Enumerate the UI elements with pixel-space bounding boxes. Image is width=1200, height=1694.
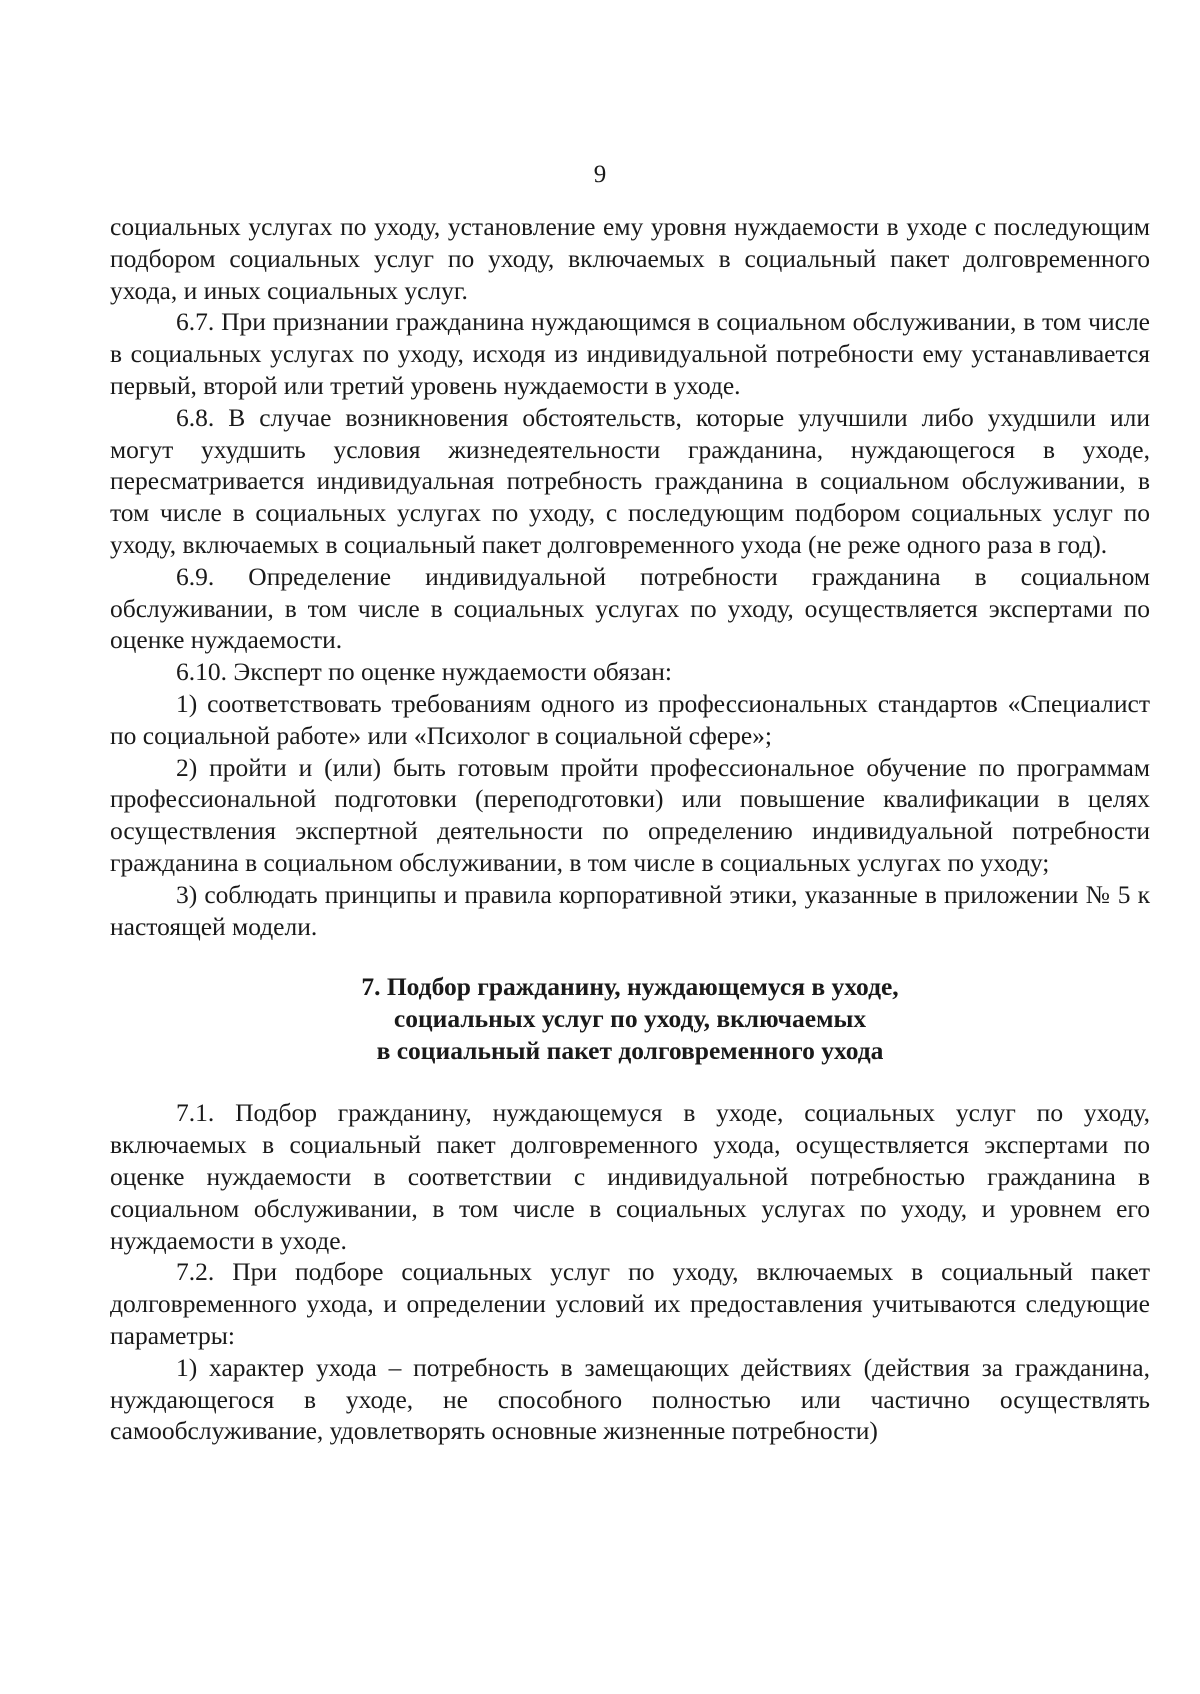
paragraph-6-9: 6.9. Определение индивидуальной потребности гражданина в социальном обслуживании, в том числе в социальных услугах по уходу, осуществляется экспертами по оценке нуждаемости.	[110, 561, 1150, 655]
document-body	[110, 211, 1150, 1447]
list-item-6-10-3: 3) соблюдать принципы и правила корпоративной этики, указанные в приложении № 5 к настоящей модели.	[110, 879, 1150, 941]
section-heading-line-1: 7. Подбор гражданину, нуждающемуся в уходе,	[361, 972, 899, 1002]
list-item-6-10-2: 2) пройти и (или) быть готовым пройти профессиональное обучение по программам профессиональной подготовки (переподготовки) или повышение квалификации в целях осуществления экспертной деятельности по определению индивидуальной потребности гражданина в социальном обслуживании, в том числе в социальных услугах по уходу;	[110, 752, 1150, 877]
page-number: 9	[593, 161, 607, 188]
list-item-6-10-1: 1) соответствовать требованиям одного из профессиональных стандартов «Специалист по социальной работе» или «Психолог в социальной сфере»;	[110, 688, 1150, 750]
section-heading-line-2: социальных услуг по уходу, включаемых	[393, 1004, 867, 1034]
section-7-heading	[110, 971, 1150, 1067]
paragraph-7-2: 7.2. При подборе социальных услуг по уходу, включаемых в социальный пакет долговременного ухода, и определении условий их предоставления учитываются следующие параметры:	[110, 1257, 1150, 1350]
paragraph-7-1: 7.1. Подбор гражданину, нуждающемуся в уходе, социальных услуг по уходу, включаемых в социальный пакет долговременного ухода, осуществляется экспертами по оценке нуждаемости в соответствии с индивидуальной потребностью гражданина в социальном обслуживании, в том числе в социальных услугах по уходу, и уровнем его нуждаемости в уходе.	[110, 1098, 1150, 1255]
list-item-7-2-1: 1) характер ухода – потребность в замещающих действиях (действия за гражданина, нуждающегося в уходе, не способного полностью или частично осуществлять самообслуживание, удовлетворять основные жизненные потребности)	[110, 1352, 1150, 1446]
section-heading-line-3: в социальный пакет долговременного ухода	[376, 1036, 884, 1066]
paragraph-6-8: 6.8. В случае возникновения обстоятельств, которые улучшили либо ухудшили или могут ухудшить условия жизнедеятельности гражданина, нуждающегося в уходе, пересматривается индивидуальная потребность гражданина в социальном обслуживании, в том числе в социальных услугах по уходу, с последующим подбором социальных услуг по уходу, включаемых в социальный пакет долговременного ухода (не реже одного раза в год).	[110, 402, 1150, 559]
paragraph-6-7: 6.7. При признании гражданина нуждающимся в социальном обслуживании, в том числе в социальных услугах по уходу, исходя из индивидуальной потребности ему устанавливается первый, второй или третий уровень нуждаемости в уходе.	[110, 307, 1150, 400]
paragraph-continuation: социальных услугах по уходу, установление ему уровня нуждаемости в уходе с последующим подбором социальных услуг по уходу, включаемых в социальный пакет долговременного ухода, и иных социальных услуг.	[110, 212, 1150, 305]
paragraph-6-10: 6.10. Эксперт по оценке нуждаемости обязан:	[176, 657, 672, 687]
